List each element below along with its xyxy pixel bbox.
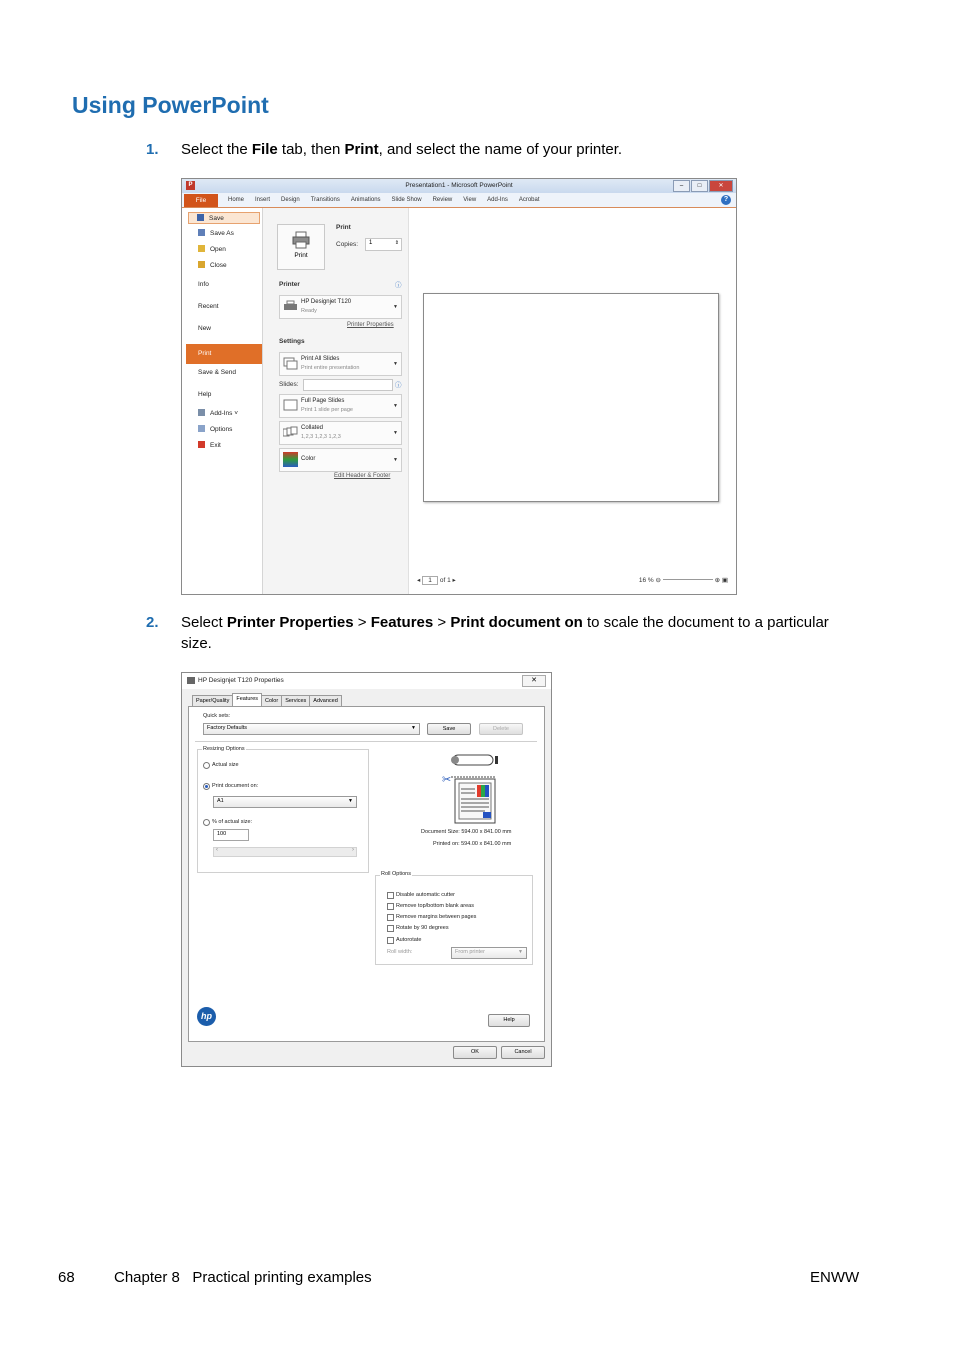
chevron-down-icon: ▼ (348, 798, 353, 804)
remove-blank-areas-label: Remove top/bottom blank areas (396, 903, 474, 909)
menu-save-as[interactable]: Save As (190, 228, 260, 240)
print-range-dropdown[interactable]: Print All Slides Print entire presentation ▼ (279, 352, 402, 376)
menu-close[interactable]: Close (190, 260, 260, 272)
disable-cutter-label: Disable automatic cutter (396, 892, 455, 898)
zoom-slider[interactable] (663, 579, 713, 580)
printer-properties-dialog (181, 672, 552, 1067)
printer-icon (187, 677, 195, 684)
collation-dropdown[interactable]: Collated 1,2,3 1,2,3 1,2,3 ▼ (279, 421, 402, 445)
chapter-title: Chapter 8 Practical printing examples (114, 1269, 372, 1286)
settings-heading: Settings (279, 338, 305, 345)
autorotate-checkbox[interactable] (387, 937, 394, 944)
printer-icon (291, 230, 311, 250)
help-button[interactable]: Help (488, 1014, 530, 1027)
save-icon (197, 214, 204, 221)
tab-insert[interactable]: Insert (255, 197, 271, 203)
tab-transitions[interactable]: Transitions (310, 197, 340, 203)
print-button[interactable]: Print (277, 224, 325, 270)
chevron-down-icon: ▼ (393, 403, 398, 409)
tab-services[interactable]: Services (281, 695, 310, 706)
spinner-icon[interactable]: ⇕ (394, 240, 399, 246)
collated-icon (283, 425, 298, 440)
copies-label: Copies: (336, 241, 359, 248)
tab-acrobat[interactable]: Acrobat (518, 197, 540, 203)
menu-info[interactable]: Info (198, 281, 209, 288)
scroll-right-icon[interactable]: › (352, 847, 354, 853)
folder-close-icon (198, 261, 205, 268)
powerpoint-screenshot (181, 178, 737, 595)
printer-heading: Printer (279, 281, 300, 288)
scroll-left-icon[interactable]: ‹ (216, 847, 218, 853)
resizing-options-heading: Resizing Options (203, 746, 245, 752)
dialog-tabs (192, 695, 341, 706)
menu-add-ins[interactable]: Add-Ins ˅ (190, 408, 260, 420)
tab-color[interactable]: Color (261, 695, 282, 706)
print-settings-pane (263, 208, 409, 594)
step-text: Select the File tab, then Print, and select the name of your printer. (181, 141, 623, 158)
edit-header-footer-link[interactable]: Edit Header & Footer (334, 473, 391, 479)
delete-button[interactable]: Delete (479, 723, 523, 735)
maximize-icon[interactable]: □ (691, 180, 708, 192)
menu-save-send[interactable]: Save & Send (198, 369, 236, 376)
close-icon[interactable]: ✕ (709, 180, 733, 192)
options-icon (198, 425, 205, 432)
printer-dropdown[interactable]: HP Designjet T120 Ready ▼ (279, 295, 402, 319)
zoom-level: 16 % (638, 577, 654, 584)
menu-open[interactable]: Open (190, 244, 260, 256)
features-panel (188, 706, 545, 1042)
color-dropdown[interactable]: Color ▼ (279, 448, 402, 472)
info-icon[interactable]: ⓘ (395, 382, 402, 389)
slides-label: Slides: (279, 381, 299, 388)
step-number: 2. (146, 614, 159, 631)
tab-home[interactable]: Home (228, 197, 245, 203)
menu-new[interactable]: New (198, 325, 212, 332)
help-icon[interactable]: ? (721, 195, 731, 205)
hp-logo: hp (197, 1007, 216, 1026)
save-button[interactable]: Save (427, 723, 471, 735)
chevron-down-icon: ▼ (411, 725, 416, 731)
tab-features[interactable]: Features (232, 693, 262, 706)
print-document-on-label: Print document on: (212, 783, 259, 789)
divider (195, 741, 537, 742)
actual-size-radio[interactable] (203, 762, 210, 769)
chevron-down-icon: ▼ (393, 430, 398, 436)
footer-right: ENWW (810, 1269, 860, 1286)
next-page-icon[interactable]: ▸ (452, 577, 456, 584)
tab-file[interactable]: File (184, 194, 218, 207)
remove-blank-areas-checkbox[interactable] (387, 903, 394, 910)
printed-on-size: Printed on: 594.00 x 841.00 mm (433, 841, 512, 847)
slides-icon (283, 356, 298, 371)
roll-options-heading: Roll Options (381, 871, 411, 877)
window-controls (673, 180, 733, 192)
menu-recent[interactable]: Recent (198, 303, 219, 310)
zoom-in-icon[interactable]: ⊕ (714, 577, 721, 584)
minimize-icon[interactable]: – (673, 180, 690, 192)
menu-help[interactable]: Help (198, 391, 212, 398)
chevron-down-icon: ▼ (393, 304, 398, 310)
page-number-input[interactable]: 1 (422, 576, 438, 585)
layout-dropdown[interactable]: Full Page Slides Print 1 slide per page ▼ (279, 394, 402, 418)
tab-review[interactable]: Review (432, 197, 453, 203)
percent-input[interactable]: 100 (213, 829, 249, 841)
color-icon (283, 452, 298, 467)
info-icon[interactable]: ⓘ (395, 282, 402, 289)
percent-slider[interactable] (213, 847, 357, 857)
full-page-icon (283, 398, 298, 413)
percent-actual-size-label: % of actual size: (212, 819, 253, 825)
print-preview (409, 208, 736, 594)
svg-text:✂: ✂ (442, 774, 452, 786)
previous-page-icon[interactable]: ◂ (417, 577, 421, 584)
autorotate-label: Autorotate (396, 937, 422, 943)
step-text: Select Printer Properties > Features > Print document on to scale the document to a particular size. (181, 614, 829, 652)
tab-design[interactable]: Design (281, 197, 300, 203)
roll-width-label: Roll width: (387, 949, 413, 955)
zoom-control (639, 576, 728, 584)
page-navigator: ◂ 1 of 1 ▸ (417, 577, 456, 584)
print-document-on-radio[interactable] (203, 783, 210, 790)
remove-margins-checkbox[interactable] (387, 914, 394, 921)
chevron-down-icon: ▼ (393, 457, 398, 463)
ok-button[interactable]: OK (453, 1046, 497, 1059)
tab-animations[interactable]: Animations (350, 197, 381, 203)
cancel-button[interactable]: Cancel (501, 1046, 545, 1059)
page-heading: Using PowerPoint (72, 92, 269, 118)
percent-actual-size-radio[interactable] (203, 819, 210, 826)
disable-cutter-checkbox[interactable] (387, 892, 394, 899)
save-as-icon (198, 229, 205, 236)
printer-properties-link[interactable]: Printer Properties (347, 322, 394, 328)
quick-sets-select[interactable]: Factory Defaults ▼ (203, 723, 420, 735)
add-ins-icon (198, 409, 205, 416)
close-button[interactable]: ✕ (522, 675, 546, 687)
menu-print[interactable]: Print (186, 344, 262, 364)
tab-paper-quality[interactable]: Paper/Quality (192, 695, 233, 706)
menu-exit[interactable]: Exit (190, 440, 260, 452)
ribbon-tabs (182, 193, 736, 208)
folder-open-icon (198, 245, 205, 252)
menu-save[interactable]: Save (188, 212, 260, 224)
tab-view[interactable]: View (463, 197, 477, 203)
chevron-down-icon: ▼ (518, 949, 523, 955)
document-size: Document Size: 594.00 x 841.00 mm (421, 829, 512, 835)
rotate-90-checkbox[interactable] (387, 925, 394, 932)
tab-add-ins[interactable]: Add-Ins (487, 197, 508, 203)
tab-slide-show[interactable]: Slide Show (391, 197, 422, 203)
preview-page (423, 293, 719, 502)
exit-icon (198, 441, 205, 448)
fit-to-window-icon[interactable]: ▣ (721, 577, 728, 584)
window-title: Presentation1 - Microsoft PowerPoint (405, 182, 513, 189)
paper-size-select[interactable]: A1 ▼ (213, 796, 357, 808)
step-number: 1. (146, 141, 159, 158)
remove-margins-label: Remove margins between pages (396, 914, 477, 920)
actual-size-label: Actual size (212, 762, 239, 768)
print-heading: Print (336, 224, 351, 231)
page-number: 68 (58, 1269, 75, 1286)
powerpoint-app-icon[interactable]: P (186, 181, 195, 190)
rotate-90-label: Rotate by 90 degrees (396, 925, 449, 931)
tab-advanced[interactable]: Advanced (309, 695, 341, 706)
quick-sets-label: Quick sets: (203, 713, 231, 719)
menu-options[interactable]: Options (190, 424, 260, 436)
copies-input[interactable]: 1 ⇕ (365, 238, 402, 251)
backstage-menu (182, 208, 263, 594)
title-bar (182, 179, 736, 193)
slides-input[interactable] (303, 379, 393, 391)
chevron-down-icon: ▼ (393, 361, 398, 367)
printer-icon (283, 299, 298, 314)
paper-roll-preview-icon (439, 753, 499, 827)
dialog-title-bar (182, 673, 551, 689)
roll-width-select[interactable]: From printer ▼ (451, 947, 527, 959)
dialog-title: HP Designjet T120 Properties (198, 677, 284, 684)
zoom-out-icon[interactable]: ⊖ (655, 577, 661, 584)
